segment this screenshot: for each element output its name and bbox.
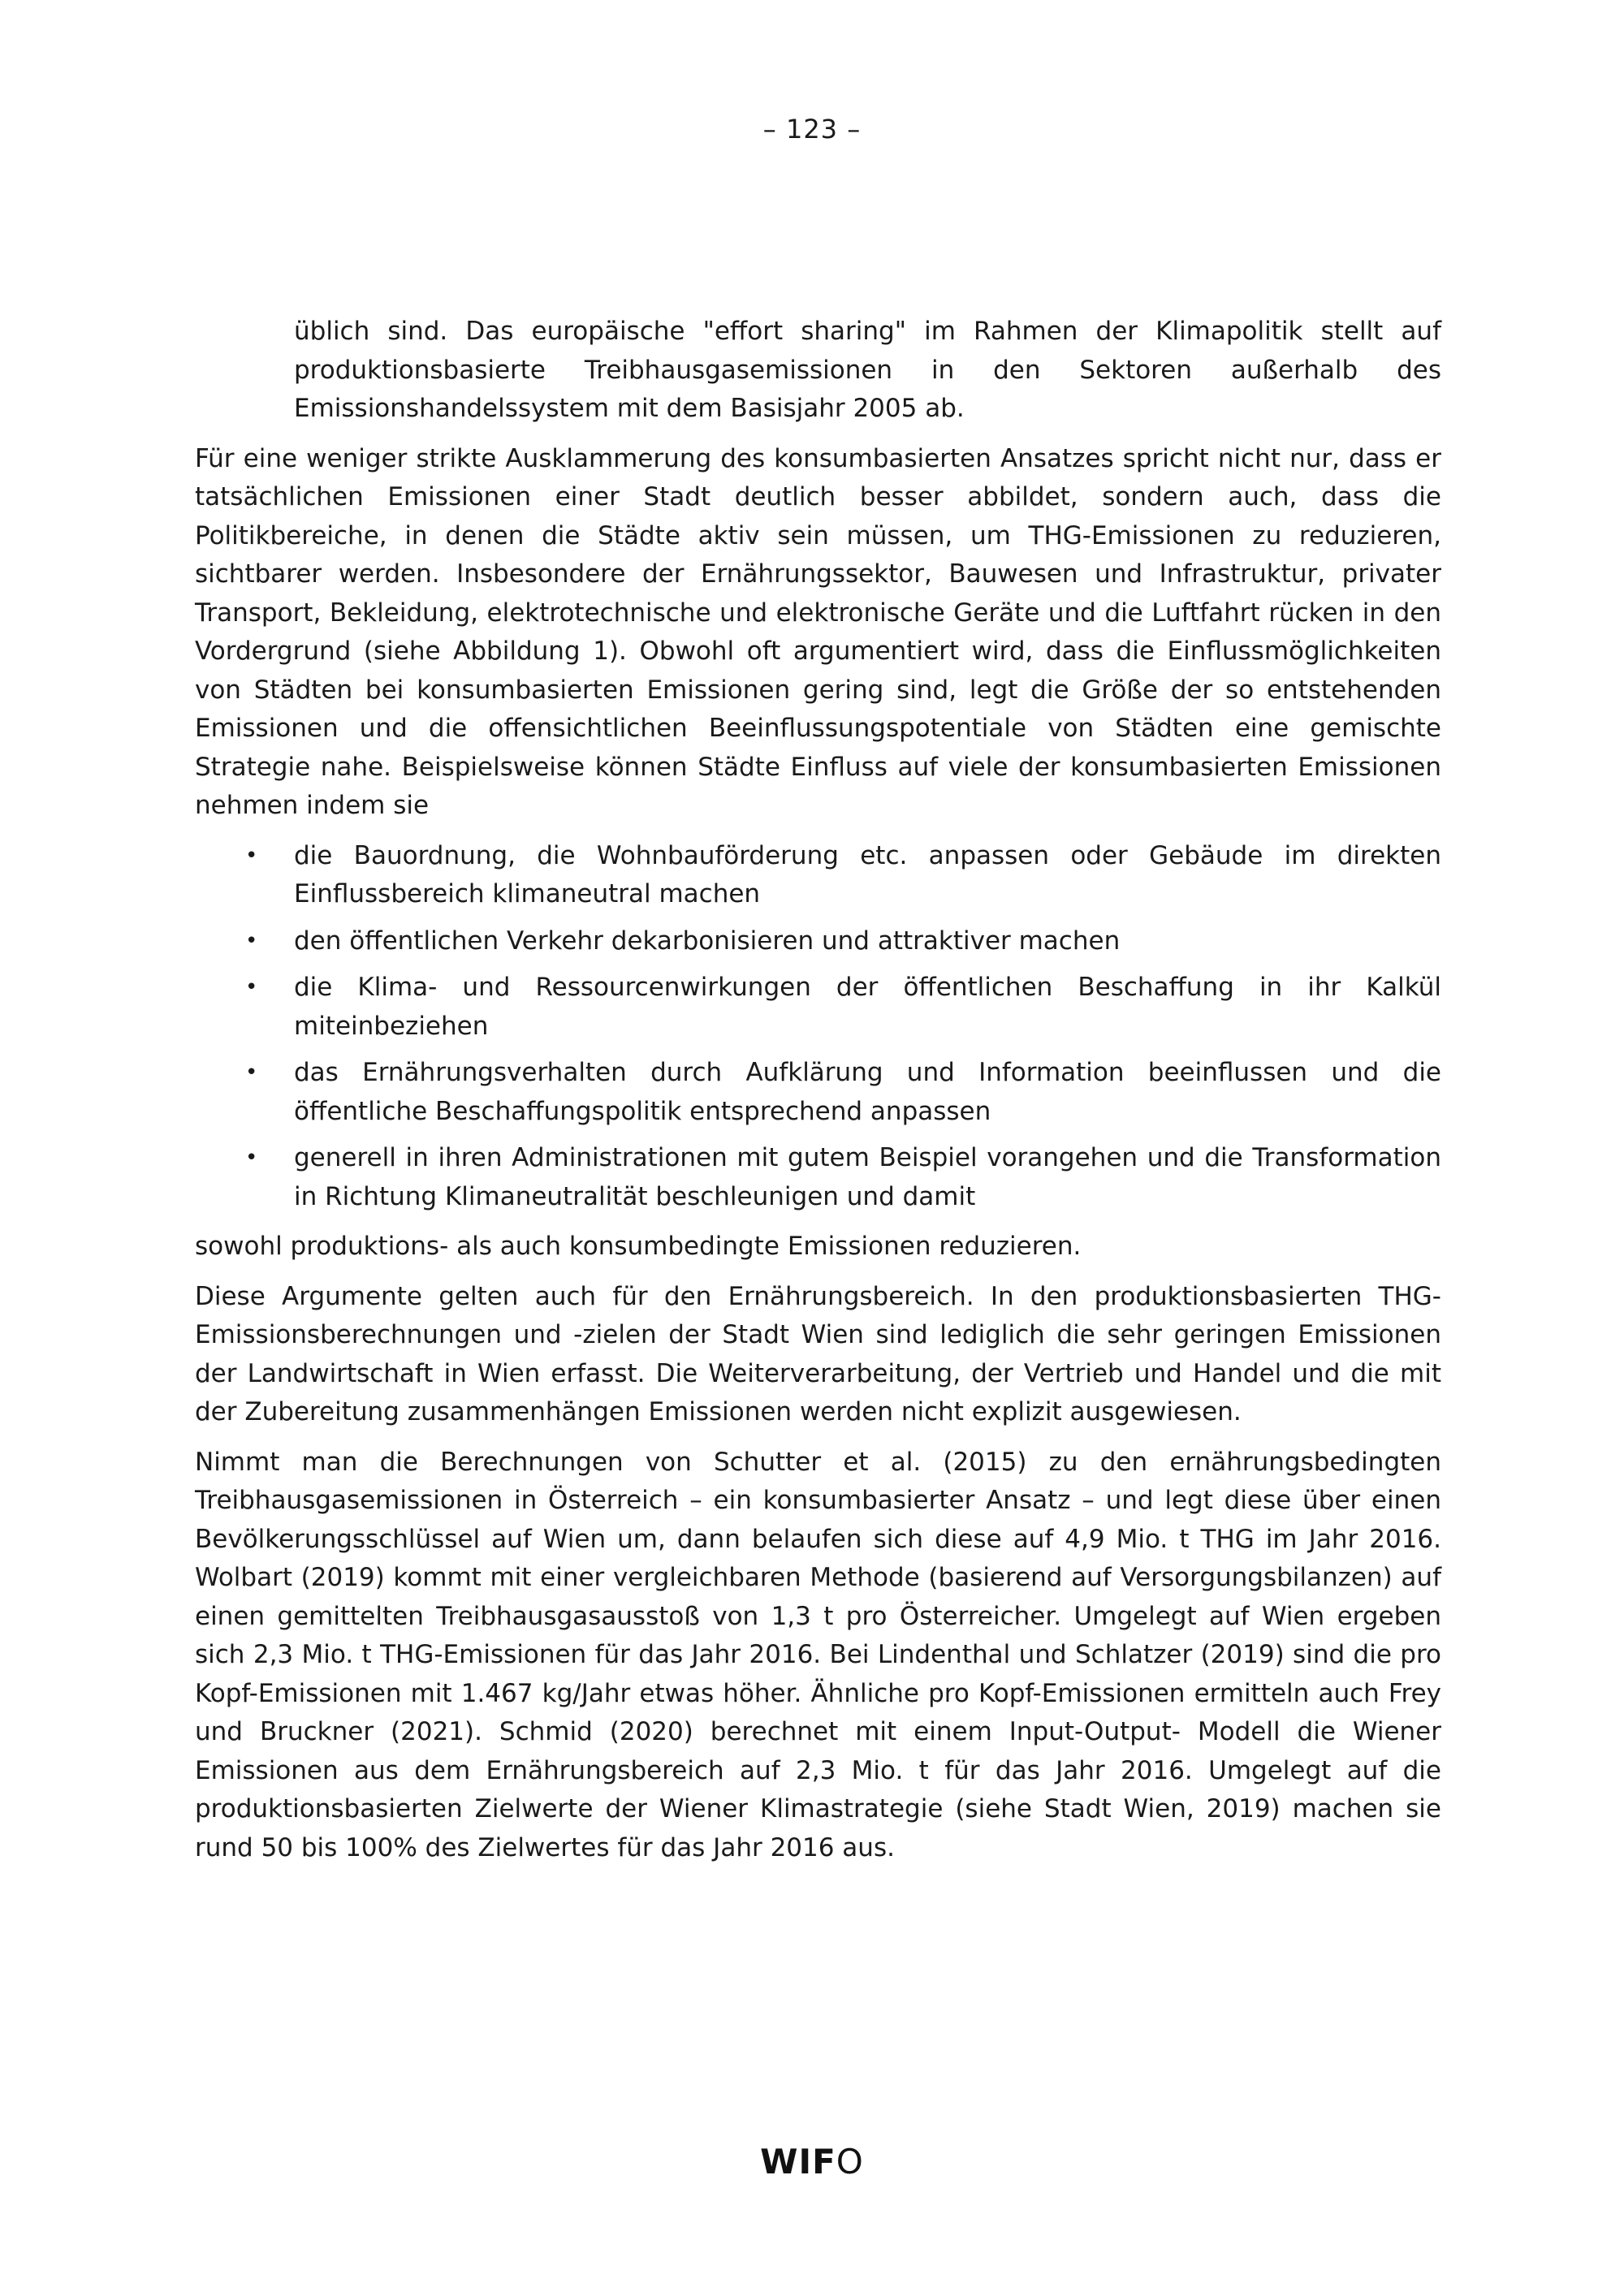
wifo-logo [0,2142,1624,2182]
list-item-text: den öffentlichen Verkehr dekarbonisieren und attraktiver machen [294,926,1121,956]
paragraph-3: Nimmt man die Berechnungen von Schutter et al. (2015) zu den ernährungsbedingten Treibhausgasemissionen in Österreich – ein konsumbasierter Ansatz – und legt diese über einen Bevölkerungsschlüssel auf Wien um, dann belaufen sich diese auf 4,9 Mio. t THG im Jahr 2016. Wolbart (2019) kommt mit einer vergleichbaren Methode (basierend auf Versorgungsbilanzen) auf einen gemittelten Treibhausgasausstoß von 1,3 t pro Österreicher. Umgelegt auf Wien ergeben sich 2,3 Mio. t THG-Emissionen für das Jahr 2016. Bei Lindenthal und Schlatzer (2019) sind die pro Kopf-Emissionen mit 1.467 kg/Jahr etwas höher. Ähnliche pro Kopf-Emissionen ermitteln auch Frey und Bruckner (2021). Schmid (2020) berechnet mit einem Input-Output- Modell die Wiener Emissionen aus dem Ernährungsbereich auf 2,3 Mio. t für das Jahr 2016. Umgelegt auf die produktionsbasierten Zielwerte der Wiener Klimastrategie (siehe Stadt Wien, 2019) machen sie rund 50 bis 100% des Zielwertes für das Jahr 2016 aus. [195,1447,1441,1862]
list-item [195,1139,1441,1216]
after-list-sentence: sowohl produktions- als auch konsumbedingte Emissionen reduzieren. [195,1232,1082,1261]
paragraph-2: Diese Argumente gelten auch für den Ernährungsbereich. In den produktionsbasierten THG-Emissionsberechnungen und -zielen der Stadt Wien sind lediglich die sehr geringen Emissionen der Landwirtschaft in Wien erfasst. Die Weiterverarbeitung, der Vertrieb und Handel und die mit der Zubereitung zusammenhängen Emissionen werden nicht explizit ausgewiesen. [195,1281,1441,1426]
bullet-icon: • [245,928,258,953]
list-item-text: das Ernährungsverhalten durch Aufklärung und Information beeinflussen und die öffentliche Beschaffungspolitik entsprechend anpassen [294,1058,1441,1126]
page-number: – 123 – [762,114,862,145]
document-body [195,313,1441,1879]
list-item-text: generell in ihren Administrationen mit gutem Beispiel vorangehen und die Transformation in Richtung Klimaneutralität beschleunigen und damit [294,1143,1441,1211]
bullet-icon: • [245,1060,258,1085]
list-item [195,969,1441,1046]
bullet-icon: • [245,1146,258,1170]
bullet-icon: • [245,843,258,868]
list-item-text: die Klima- und Ressourcenwirkungen der öffentlichen Beschaffung in ihr Kalkül miteinbeziehen [294,973,1441,1041]
list-item [195,1054,1441,1131]
list-item [195,922,1441,961]
bullet-list [195,837,1441,1217]
logo-text-main: WIF [760,2142,836,2182]
bullet-icon: • [245,975,258,999]
list-item [195,837,1441,914]
list-item-text: die Bauordnung, die Wohnbauförderung etc. anpassen oder Gebäude im direkten Einflussbereich klimaneutral machen [294,840,1441,908]
paragraph-1: Für eine weniger strikte Ausklammerung des konsumbasierten Ansatzes spricht nicht nur, dass er tatsächlichen Emissionen einer Stadt deutlich besser abbildet, sondern auch, dass die Politikbereiche, in denen die Städte aktiv sein müssen, um THG-Emissionen zu reduzieren, sichtbarer werden. Insbesondere der Ernährungssektor, Bauwesen und Infrastruktur, privater Transport, Bekleidung, elektrotechnische und elektronische Geräte und die Luftfahrt rücken in den Vordergrund (siehe Abbildung 1). Obwohl oft argumentiert wird, dass die Einflussmöglichkeiten von Städten bei konsumbasierten Emissionen gering sind, legt die Größe der so entstehenden Emissionen und die offensichtlichen Beeinflussungspotentiale von Städten eine gemischte Strategie nahe. Beispielsweise können Städte Einfluss auf viele der konsumbasierten Emissionen nehmen indem sie [195,443,1441,820]
logo-text-o: O [836,2142,864,2182]
continuation-paragraph: üblich sind. Das europäische "effort sharing" im Rahmen der Klimapolitik stellt auf produktionsbasierte Treibhausgasemissionen in den Sektoren außerhalb des Emissionshandelssystem mit dem Basisjahr 2005 ab. [294,317,1441,423]
